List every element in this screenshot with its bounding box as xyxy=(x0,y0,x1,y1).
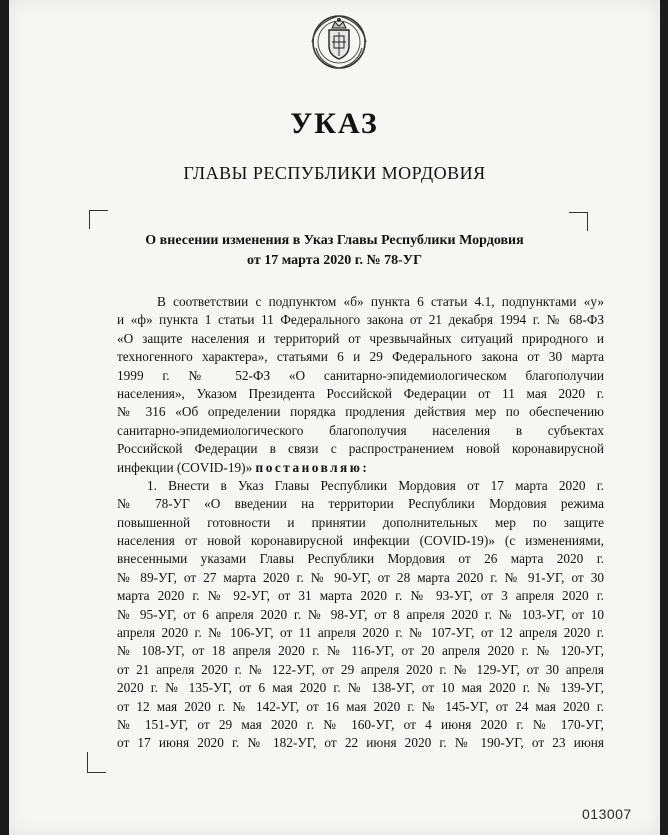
preamble-line: 1999 г. № 52-ФЗ «О санитарно-эпидемиологическом благополучии xyxy=(117,367,604,383)
item1-line: № 78-УГ «О введении на территории Республики Мордовия режима xyxy=(117,496,604,512)
title-line: О внесении изменения в Указ Главы Республики Мордовия xyxy=(145,233,524,248)
corner-mark-top-left xyxy=(89,210,108,229)
emblem-graphic xyxy=(306,8,372,72)
item1-line: населения от новой коронавирусной инфекции (COVID-19)» (с изменениями, xyxy=(117,533,604,549)
title-line: от 17 марта 2020 г. № 78-УГ xyxy=(247,253,422,268)
document-serial-number: 013007 xyxy=(582,806,632,822)
preamble-line: и «ф» пункта 1 статьи 11 Федерального закона от 21 декабря 1994 г. № 68-ФЗ xyxy=(117,312,604,328)
document-issuer-heading: ГЛАВЫ РЕСПУБЛИКИ МОРДОВИЯ xyxy=(183,163,486,183)
item1-line: от 17 июня 2020 г. № 182-УГ, от 22 июня 2020 г. № 190-УГ, от 23 июня xyxy=(117,735,604,751)
preamble-last-line xyxy=(117,459,604,477)
document-body xyxy=(117,293,604,753)
corner-mark-bottom-left xyxy=(87,752,106,773)
preamble-line: техногенного характера», статьями 6 и 29 Федерального закона от 30 марта xyxy=(117,349,604,365)
item1-line: № 95-УГ, от 6 апреля 2020 г. № 98-УГ, от 8 апреля 2020 г. № 103-УГ, от 10 xyxy=(117,606,604,622)
item1-line: апреля 2020 г. № 106-УГ, от 11 апреля 2020 г. № 107-УГ, от 12 апреля 2020 г. xyxy=(117,625,604,641)
preamble-line: № 316 «Об определении порядка продления действия мер по обеспечению xyxy=(117,404,604,420)
document-title xyxy=(9,231,660,271)
preamble-line: санитарно-эпидемиологического благополучия населения в субъектах xyxy=(117,422,604,438)
item1-line: № 89-УГ, от 27 марта 2020 г. № 90-УГ, от 28 марта 2020 г. № 91-УГ, от 30 xyxy=(117,569,604,585)
preamble-line: Российской Федерации в связи с распространением новой коронавирусной xyxy=(117,441,604,457)
item1-line: 1. Внести в Указ Главы Республики Мордовия от 17 марта 2020 г. xyxy=(147,477,604,493)
item1-line: повышенной готовности и принятии дополнительных мер по защите xyxy=(117,514,604,530)
item1-line: 2020 г. № 135-УГ, от 6 мая 2020 г. № 138-УГ, от 10 мая 2020 г. № 139-УГ, xyxy=(117,680,604,696)
decree-word: постановляю: xyxy=(255,459,370,475)
coat-of-arms-icon xyxy=(306,8,372,72)
item1-line: № 151-УГ, от 29 мая 2020 г. № 160-УГ, от 4 июня 2020 г. № 170-УГ, xyxy=(117,716,604,732)
item1-line: от 21 апреля 2020 г. № 122-УГ, от 29 апреля 2020 г. № 129-УГ, от 30 апреля xyxy=(117,661,604,677)
item1-line: марта 2020 г. № 92-УГ, от 31 марта 2020 г. № 93-УГ, от 3 апреля 2020 г. xyxy=(117,588,604,604)
document-page xyxy=(9,0,660,835)
corner-mark-top-right xyxy=(569,212,588,231)
document-type-heading: УКАЗ xyxy=(290,107,379,140)
item1-line: внесенными указами Главы Республики Мордовия от 26 марта 2020 г. xyxy=(117,551,604,567)
preamble-line: В соответствии с подпунктом «б» пункта 6 статьи 4.1, подпунктами «у» xyxy=(157,294,604,309)
preamble-line: «О защите населения и территорий от чрезвычайных ситуаций природного и xyxy=(117,330,604,346)
preamble-line: инфекции (COVID-19)» xyxy=(117,459,253,475)
preamble-line: населения», Указом Президента Российской Федерации от 11 мая 2020 г. xyxy=(117,385,604,401)
item1-line: от 12 мая 2020 г. № 142-УГ, от 16 мая 2020 г. № 145-УГ, от 24 мая 2020 г. xyxy=(117,698,604,714)
item1-line: № 108-УГ, от 18 апреля 2020 г. № 116-УГ, от 20 апреля 2020 г. № 120-УГ, xyxy=(117,643,604,659)
